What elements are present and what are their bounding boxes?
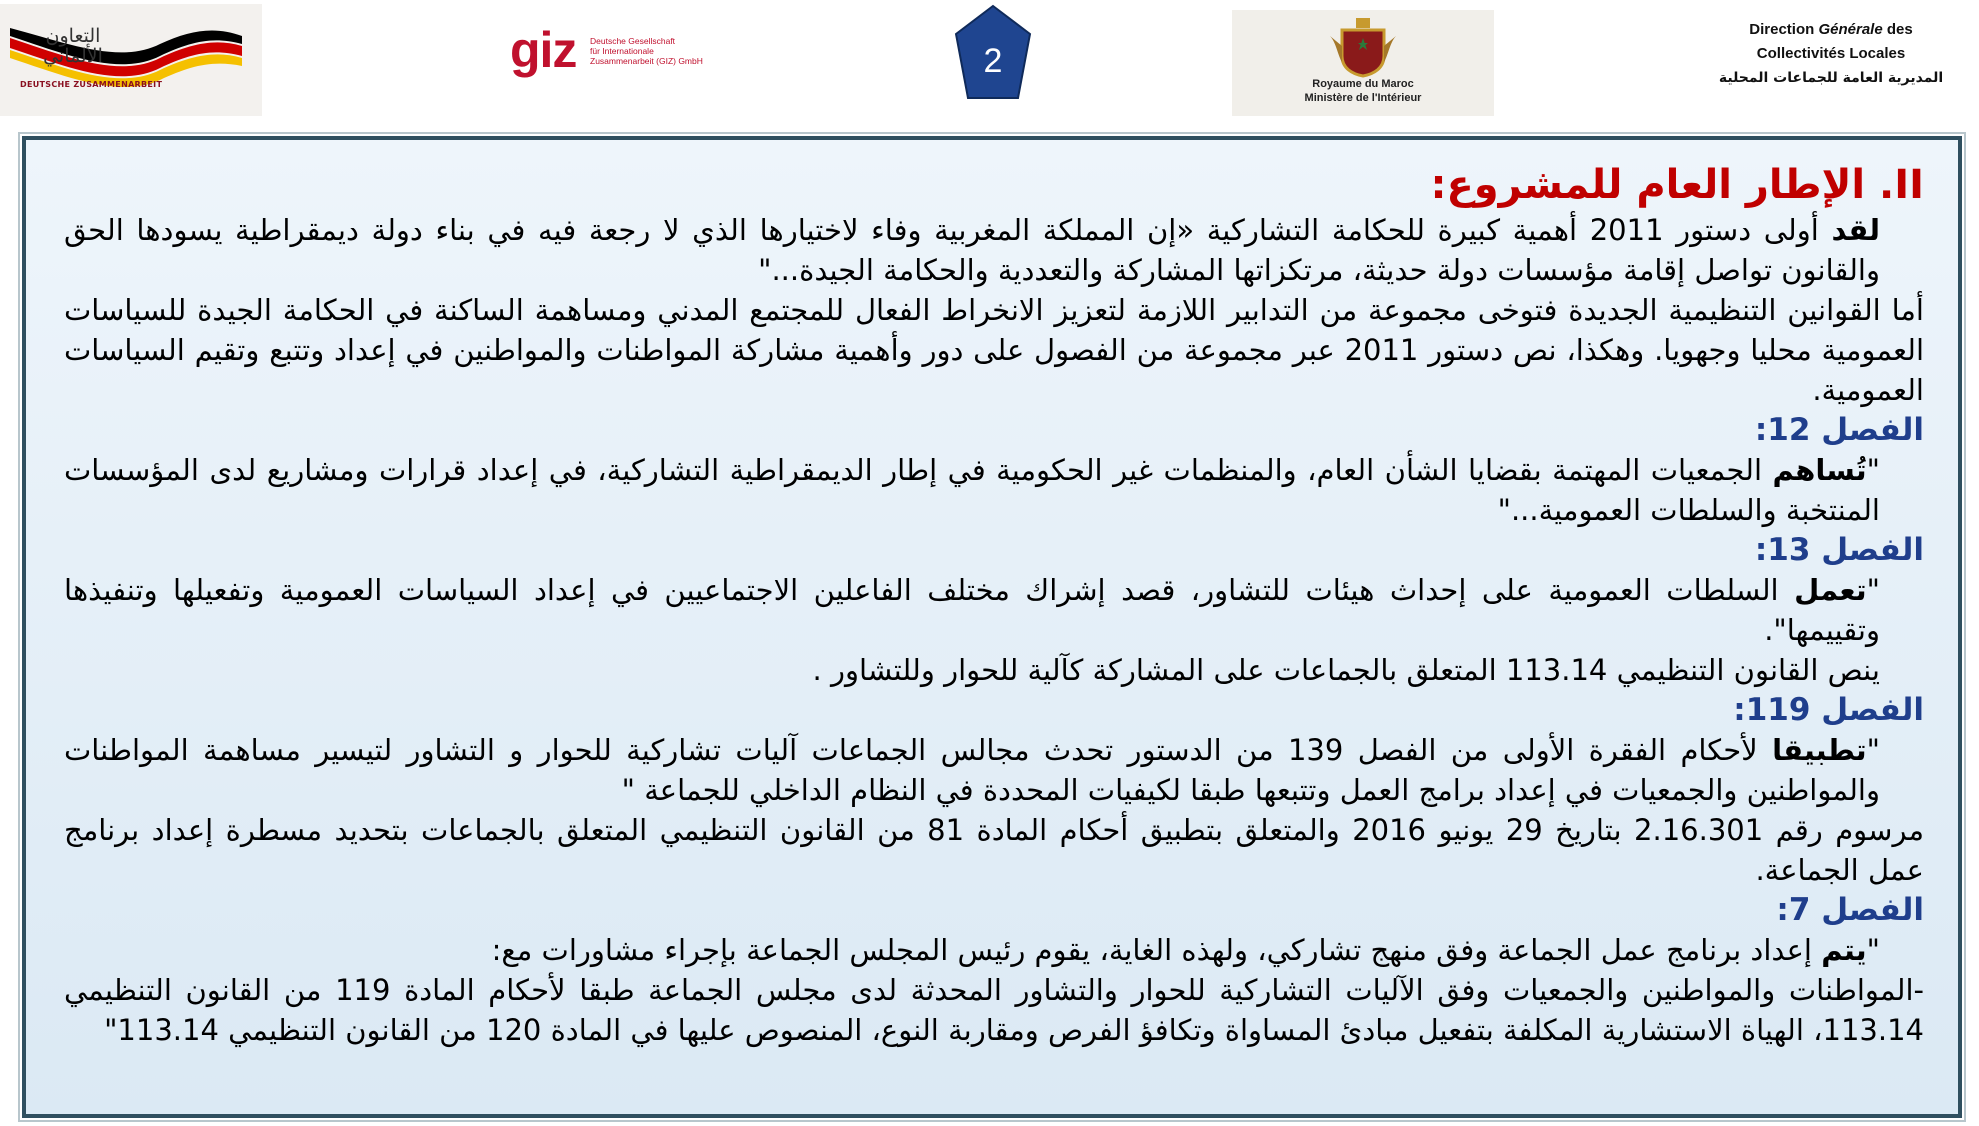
- content-text: [64, 160, 1924, 1050]
- direction-line-1: Direction Générale des: [1749, 21, 1913, 38]
- giz-logo: [510, 22, 740, 82]
- chapter-119-text: "تطبيقا لأحكام الفقرة الأولى من الفصل 139 من الدستور تحدث مجالس الجماعات آليات تشاركية للحوار و التشاور لتيسير مساهمة المواطنات والمواطنين والجمعيات في إعداد برامج العمل وتتبعها طبقا لكيفيات المحددة في النظام الداخلي للجماعة ": [64, 733, 1880, 807]
- morocco-ministry-logo: [1232, 10, 1494, 116]
- page-number-badge: [954, 4, 1032, 102]
- chapter-7-heading: الفصل 7:: [1776, 892, 1924, 928]
- giz-subtitle-line: Deutsche Gesellschaft: [590, 36, 676, 46]
- giz-subtitle: [590, 36, 740, 66]
- cooperation-arabic-text: التعاون الألماني: [43, 25, 103, 67]
- chapter-13-text: "تعمل السلطات العمومية على إحداث هيئات للتشاور، قصد إشراك مختلف الفاعلين الاجتماعيين في إعداد السياسات العمومية وتفعيلها وتنفيذها وتقييمها".: [64, 573, 1880, 647]
- page-number: 2: [983, 42, 1003, 80]
- content-box: [22, 136, 1962, 1118]
- header: [0, 0, 1979, 130]
- direction-line-2: Collectivités Locales: [1756, 45, 1906, 62]
- chapter-12-text: "تُساهم الجمعيات المهتمة بقضايا الشأن العام، والمنظمات غير الحكومية في إطار الديمقراطية التشاركية، في إعداد قرارات ومشاريع لدى المؤسسات المنتخبة والسلطات العمومية...": [64, 453, 1880, 527]
- german-cooperation-logo: [0, 4, 262, 116]
- paragraph-organic-laws: أما القوانين التنظيمية الجديدة فتوخى مجموعة من التدابير اللازمة لتعزيز الانخراط الفعال للمجتمع المدني ومساهمة الساكنة في الحكامة الجيدة للسياسات العمومية محليا وجهويا. وهكذا، نص دستور 2011 عبر مجموعة من الفصول على دور وأهمية مشاركة المواطنات والمواطنين في إعداد وتتبع وتقيم السياسات العمومية.: [64, 293, 1925, 407]
- paragraph-consultations: -المواطنات والمواطنين والجمعيات وفق الآليات التشاركية للحوار والتشاور المحدثة لدى مجلس الجماعة طبقا لأحكام المادة 119 من القانون التنظيمي 113.14، الهياة الاستشارية المكلفة بتفعيل مبادئ المساواة وتكافؤ الفرص ومقاربة النوع، المنصوص عليها في المادة 120 من القانون التنظيمي 113.14": [64, 973, 1924, 1047]
- giz-subtitle-line: Zusammenarbeit (GIZ) GmbH: [590, 56, 703, 66]
- chapter-13-heading: الفصل 13:: [1754, 532, 1924, 568]
- cooperation-english-text: DEUTSCHE ZUSAMMENARBEIT: [20, 80, 163, 89]
- section-title: II. الإطار العام للمشروع:: [1430, 162, 1924, 208]
- chapter-7-text: "يتم إعداد برنامج عمل الجماعة وفق منهج تشاركي، ولهذه الغاية، يقوم رئيس المجلس الجماعة بإجراء مشاورات مع:: [491, 933, 1880, 967]
- direction-line-3: المديرية العامة للجماعات المحلية: [1718, 70, 1944, 86]
- chapter-12-heading: الفصل 12:: [1754, 412, 1924, 448]
- morocco-kingdom-label: Royaume du Maroc: [1312, 78, 1414, 90]
- paragraph-organic-law-113: ينص القانون التنظيمي 113.14 المتعلق بالجماعات على المشاركة كآلية للحوار وللتشاور .: [812, 653, 1880, 687]
- chapter-119-heading: الفصل 119:: [1733, 692, 1924, 728]
- coat-of-arms-icon: [1328, 16, 1398, 78]
- paragraph-decree: مرسوم رقم 2.16.301 بتاريخ 29 يونيو 2016 والمتعلق بتطبيق أحكام المادة 81 من القانون التنظيمي المتعلق بالجماعات بتحديد مسطرة إعداد برنامج عمل الجماعة.: [64, 813, 1925, 887]
- giz-subtitle-line: für Internationale: [590, 46, 654, 56]
- giz-wordmark: giz: [510, 22, 577, 78]
- ministry-label: Ministère de l'Intérieur: [1304, 92, 1422, 104]
- direction-generale-label: [1701, 18, 1961, 90]
- paragraph-constitution: لقد أولى دستور 2011 أهمية كبيرة للحكامة التشاركية «إن المملكة المغربية وفاء لاختيارها الذي لا رجعة فيه في بناء دولة ديمقراطية يسودها الحق والقانون تواصل إقامة مؤسسات دولة حديثة، مرتكزاتها المشاركة والتعددية والحكامة الجيدة...": [64, 213, 1880, 287]
